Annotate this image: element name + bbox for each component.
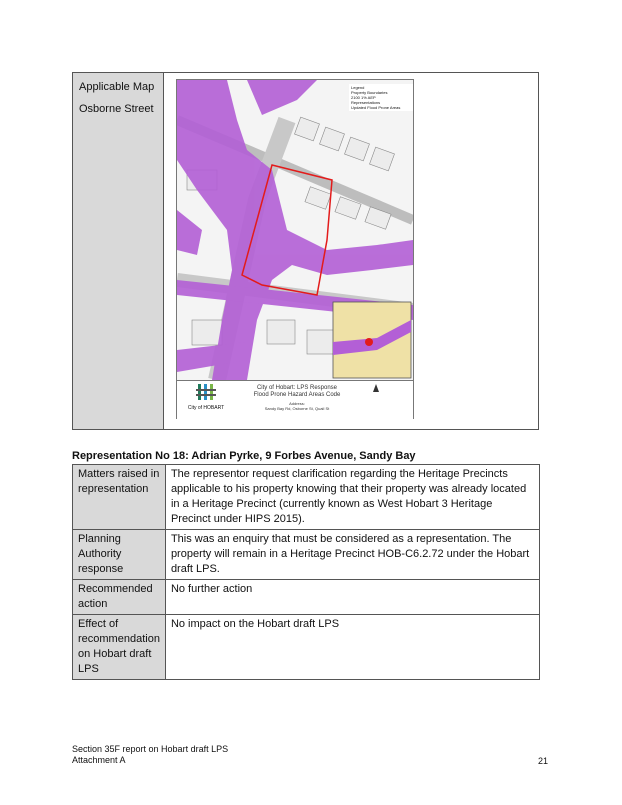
map-title-block — [177, 380, 413, 419]
page-number: 21 — [538, 756, 549, 766]
hobart-logo-icon — [196, 384, 216, 400]
page-footer — [72, 744, 228, 766]
street-label: Osborne Street — [79, 103, 154, 115]
flood-map-graphic — [177, 80, 413, 380]
city-logo-text: City of HOBART — [187, 405, 225, 411]
locator-inset — [333, 302, 411, 378]
row-label: Recommended action — [73, 580, 166, 615]
city-logo — [181, 384, 231, 418]
row-value: The representor request clarification regarding the Heritage Precincts applicable to his property knowing that their property was already located in a Heritage Precinct (currently known as West Hobart 3 Heritage Precinct under HIPS 2015). — [165, 465, 539, 530]
row-label: Effect of recommendation on Hobart draft LPS — [73, 615, 166, 680]
legend-title: Legend — [351, 85, 365, 90]
north-arrow-icon — [373, 384, 379, 392]
row-value: This was an enquiry that must be considered as a representation. The property will remain in a Heritage Precinct HOB-C6.2.72 under the Hobart draft LPS. — [165, 530, 539, 580]
map-subtitle: Flood Prone Hazard Areas Code — [253, 392, 341, 398]
footer-line: Attachment A — [72, 755, 126, 765]
map-title: City of Hobart: LPS Response — [256, 385, 338, 391]
applicable-map-table — [72, 72, 539, 430]
address-label: Address: — [289, 401, 305, 406]
row-label: Planning Authority response — [73, 530, 166, 580]
map-cell — [164, 73, 538, 429]
legend-item: 2100 1% AEP — [351, 95, 376, 100]
row-label: Matters raised in representation — [73, 465, 166, 530]
applicable-map-label: Applicable Map — [79, 81, 155, 93]
table-row — [73, 580, 540, 615]
representation-heading: Representation No 18: Adrian Pyrke, 9 Forbes Avenue, Sandy Bay — [72, 450, 416, 462]
map-figure — [176, 79, 414, 419]
map-legend — [349, 84, 413, 111]
flood-map — [177, 80, 413, 380]
footer-line: Section 35F report on Hobart draft LPS — [72, 744, 229, 754]
legend-item: Updated Flood Prone Areas — [351, 105, 401, 110]
row-value: No further action — [165, 580, 539, 615]
table-row — [73, 615, 540, 680]
row-value: No impact on the Hobart draft LPS — [165, 615, 539, 680]
table-row — [73, 465, 540, 530]
legend-item: Property Boundaries — [351, 90, 388, 95]
legend-item: Representations — [351, 100, 381, 105]
representation-table — [72, 464, 540, 680]
address-value: Sandy Bay Rd, Osborne St, Quail St — [264, 406, 330, 411]
map-label-cell — [73, 73, 164, 429]
table-row — [73, 530, 540, 580]
